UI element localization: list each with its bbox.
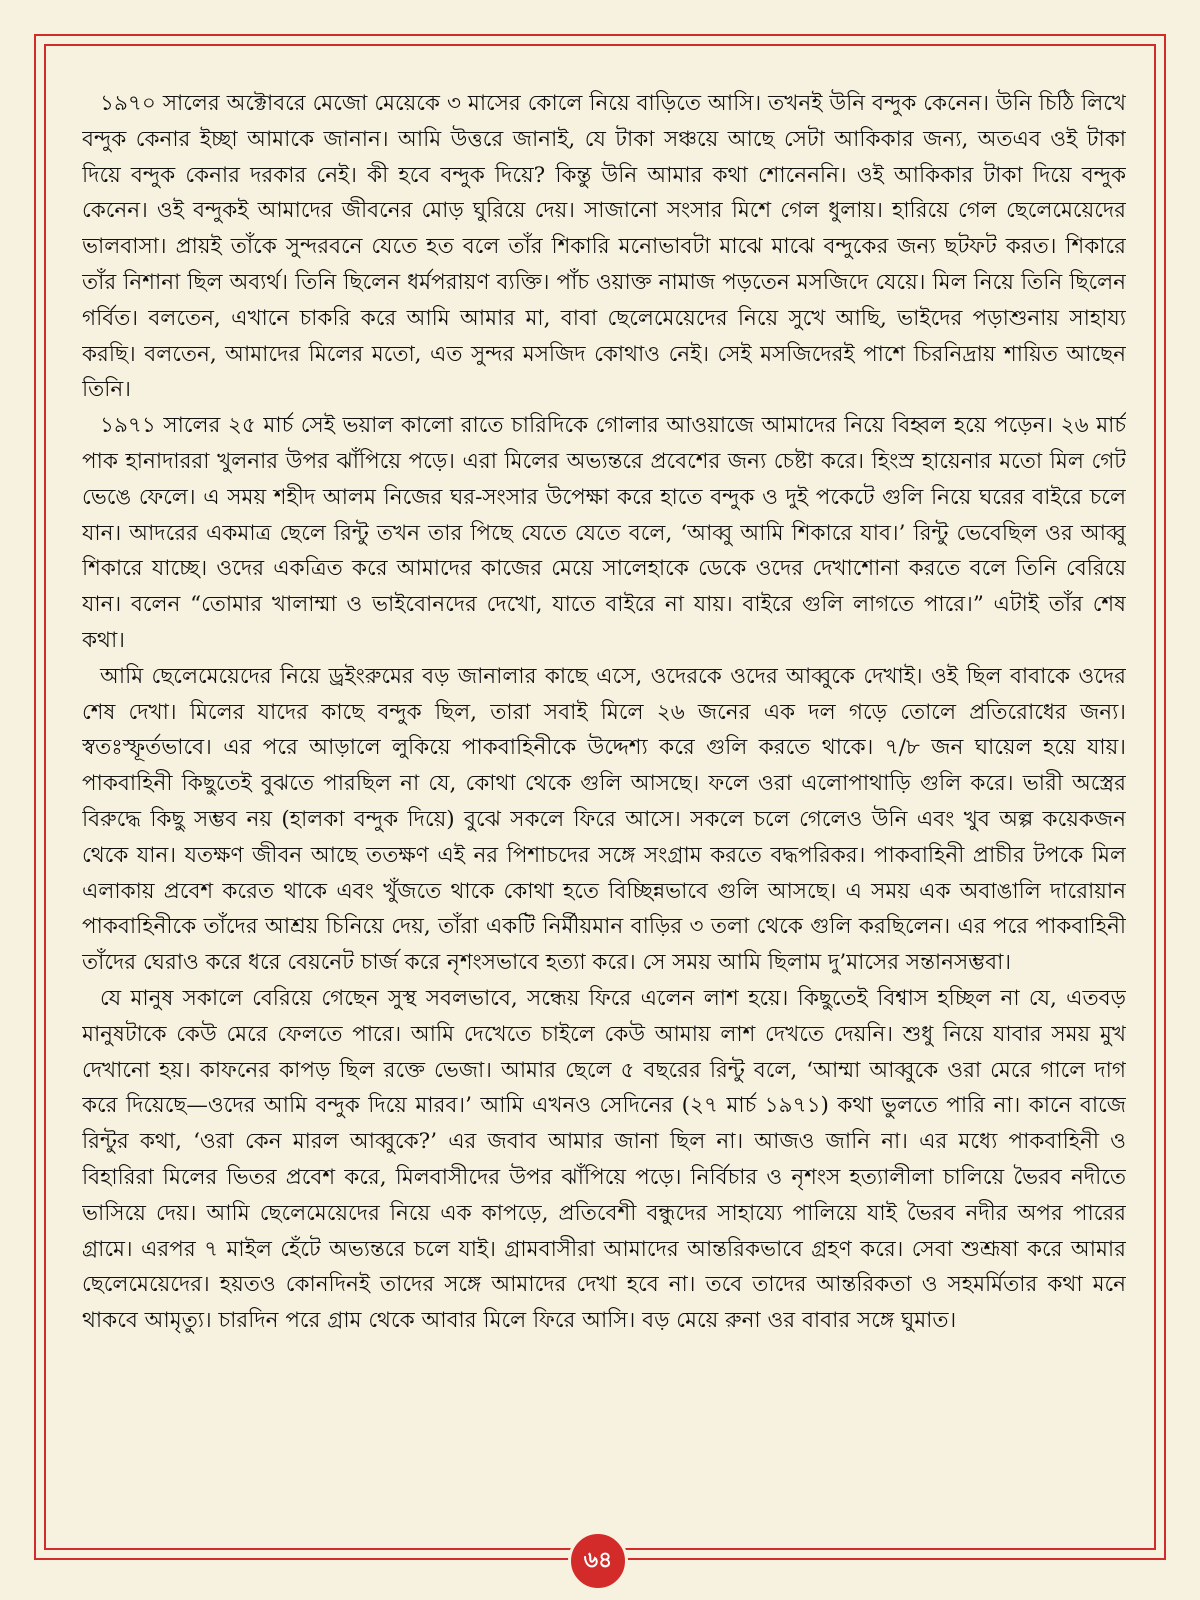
page-number: ৬৪ — [583, 1547, 613, 1573]
paragraph-3: আমি ছেলেমেয়েদের নিয়ে ড্রইংরুমের বড় জানালার কাছে এসে, ওদেরকে ওদের আব্বুকে দেখাই। ওই ছিল বাবাকে ওদের শেষ দেখা। মিলের যাদের কাছে বন্দুক ছিল, তারা সবাই মিলে ২৬ জনের এক দল গড়ে তোলে প্রতিরোধের জন্য। স্বতঃস্ফূর্তভাবে। এর পরে আড়ালে লুকিয়ে পাকবাহিনীকে উদ্দেশ্য করে গুলি করতে থাকে। ৭/৮ জন ঘায়েল হয়ে যায়। পাকবাহিনী কিছুতেই বুঝতে পারছিল না যে, কোথা থেকে গুলি আসছে। ফলে ওরা এলোপাথাড়ি গুলি করে। ভারী অস্ত্রের বিরুদ্ধে কিছু সম্ভব নয় (হালকা বন্দুক দিয়ে) বুঝে সকলে ফিরে আসে। সকলে চলে গেলেও উনি এবং খুব অল্প কয়েকজন থেকে যান। যতক্ষণ জীবন আছে ততক্ষণ এই নর পিশাচদের সঙ্গে সংগ্রাম করতে বদ্ধপরিকর। পাকবাহিনী প্রাচীর টপকে মিল এলাকায় প্রবেশ করেত থাকে এবং খুঁজতে থাকে কোথা হতে বিচ্ছিন্নভাবে গুলি আসছে। এ সময় এক অবাঙালি দারোয়ান পাকবাহিনীকে তাঁদের আশ্রয় চিনিয়ে দেয়, তাঁরা একটি নির্মীয়মান বাড়ির ৩ তলা থেকে গুলি করছিলেন। এর পরে পাকবাহিনী তাঁদের ঘেরাও করে ধরে বেয়নেট চার্জ করে নৃশংসভাবে হত্যা করে। সে সময় আমি ছিলাম দু’মাসের সন্তানসম্ভবা। — [82, 663, 1126, 976]
article-body — [82, 86, 1126, 1506]
paragraph-2: ১৯৭১ সালের ২৫ মার্চ সেই ভয়াল কালো রাতে চারিদিকে গোলার আওয়াজে আমাদের নিয়ে বিহ্বল হয়ে পড়েন। ২৬ মার্চ পাক হানাদাররা খুলনার উপর ঝাঁপিয়ে পড়ে। এরা মিলের অভ্যন্তরে প্রবেশের জন্য চেষ্টা করে। হিংস্র হায়েনার মতো মিল গেট ভেঙে ফেলে। এ সময় শহীদ আলম নিজের ঘর-সংসার উপেক্ষা করে হাতে বন্দুক ও দুই পকেটে গুলি নিয়ে ঘরের বাইরে চলে যান। আদরের একমাত্র ছেলে রিন্টু তখন তার পিছে যেতে যেতে বলে, ‘আব্বু আমি শিকারে যাব।’ রিন্টু ভেবেছিল ওর আব্বু শিকারে যাচ্ছে। ওদের একত্রিত করে আমাদের কাজের মেয়ে সালেহাকে ডেকে ওদের দেখাশোনা করতে বলে তিনি বেরিয়ে যান। বলেন “তোমার খালাম্মা ও ভাইবোনদের দেখো, যাতে বাইরে না যায়। বাইরে গুলি লাগতে পারে।” এটাই তাঁর শেষ কথা। — [82, 413, 1126, 653]
paragraph-1: ১৯৭০ সালের অক্টোবরে মেজো মেয়েকে ৩ মাসের কোলে নিয়ে বাড়িতে আসি। তখনই উনি বন্দুক কেনেন। উনি চিঠি লিখে বন্দুক কেনার ইচ্ছা আমাকে জানান। আমি উত্তরে জানাই, যে টাকা সঞ্চয়ে আছে সেটা আকিকার জন্য, অতএব ওই টাকা দিয়ে বন্দুক কেনার দরকার নেই। কী হবে বন্দুক দিয়ে? কিন্তু উনি আমার কথা শোনেননি। ওই আকিকার টাকা দিয়ে বন্দুক কেনেন। ওই বন্দুকই আমাদের জীবনের মোড় ঘুরিয়ে দেয়। সাজানো সংসার মিশে গেল ধুলায়। হারিয়ে গেল ছেলেমেয়েদের ভালবাসা। প্রায়ই তাঁকে সুন্দরবনে যেতে হত বলে তাঁর শিকারি মনোভাবটা মাঝে মাঝে বন্দুকের জন্য ছটফট করত। শিকারে তাঁর নিশানা ছিল অব্যর্থ। তিনি ছিলেন ধর্মপরায়ণ ব্যক্তি। পাঁচ ওয়াক্ত নামাজ পড়তেন মসজিদে যেয়ে। মিল নিয়ে তিনি ছিলেন গর্বিত। বলতেন, এখানে চাকরি করে আমি আমার মা, বাবা ছেলেমেয়েদের নিয়ে সুখে আছি, ভাইদের পড়াশুনায় সাহায্য করছি। বলতেন, আমাদের মিলের মতো, এত সুন্দর মসজিদ কোথাও নেই। সেই মসজিদেরই পাশে চিরনিদ্রায় শায়িত আছেন তিনি। — [82, 91, 1126, 403]
paragraph-4: যে মানুষ সকালে বেরিয়ে গেছেন সুস্থ সবলভাবে, সন্ধেয় ফিরে এলেন লাশ হয়ে। কিছুতেই বিশ্বাস হচ্ছিল না যে, এতবড় মানুষটাকে কেউ মেরে ফেলতে পারে। আমি দেখেতে চাইলে কেউ আমায় লাশ দেখতে দেয়নি। শুধু নিয়ে যাবার সময় মুখ দেখানো হয়। কাফনের কাপড় ছিল রক্তে ভেজা। আমার ছেলে ৫ বছরের রিন্টু বলে, ‘আম্মা আব্বুকে ওরা মেরে গালে দাগ করে দিয়েছে—ওদের আমি বন্দুক দিয়ে মারব।’ আমি এখনও সেদিনের (২৭ মার্চ ১৯৭১) কথা ভুলতে পারি না। কানে বাজে রিন্টুর কথা, ‘ওরা কেন মারল আব্বুকে?’ এর জবাব আমার জানা ছিল না। আজও জানি না। এর মধ্যে পাকবাহিনী ও বিহারিরা মিলের ভিতর প্রবেশ করে, মিলবাসীদের উপর ঝাঁপিয়ে পড়ে। নির্বিচার ও নৃশংস হত্যালীলা চালিয়ে ভৈরব নদীতে ভাসিয়ে দেয়। আমি ছেলেমেয়েদের নিয়ে এক কাপড়ে, প্রতিবেশী বন্ধুদের সাহায্যে পালিয়ে যাই ভৈরব নদীর অপর পারের গ্রামে। এরপর ৭ মাইল হেঁটে অভ্যন্তরে চলে যাই। গ্রামবাসীরা আমাদের আন্তরিকভাবে গ্রহণ করে। সেবা শুশ্রূষা করে আমার ছেলেমেয়েদের। হয়তও কোনদিনই তাদের সঙ্গে আমাদের দেখা হবে না। তবে তাদের আন্তরিকতা ও সহমর্মিতার কথা মনে থাকবে আমৃত্যু। চারদিন পরে গ্রাম থেকে আবার মিলে ফিরে আসি। বড় মেয়ে রুনা ওর বাবার সঙ্গে ঘুমাত। — [82, 985, 1126, 1334]
page-number-badge — [568, 1531, 628, 1591]
